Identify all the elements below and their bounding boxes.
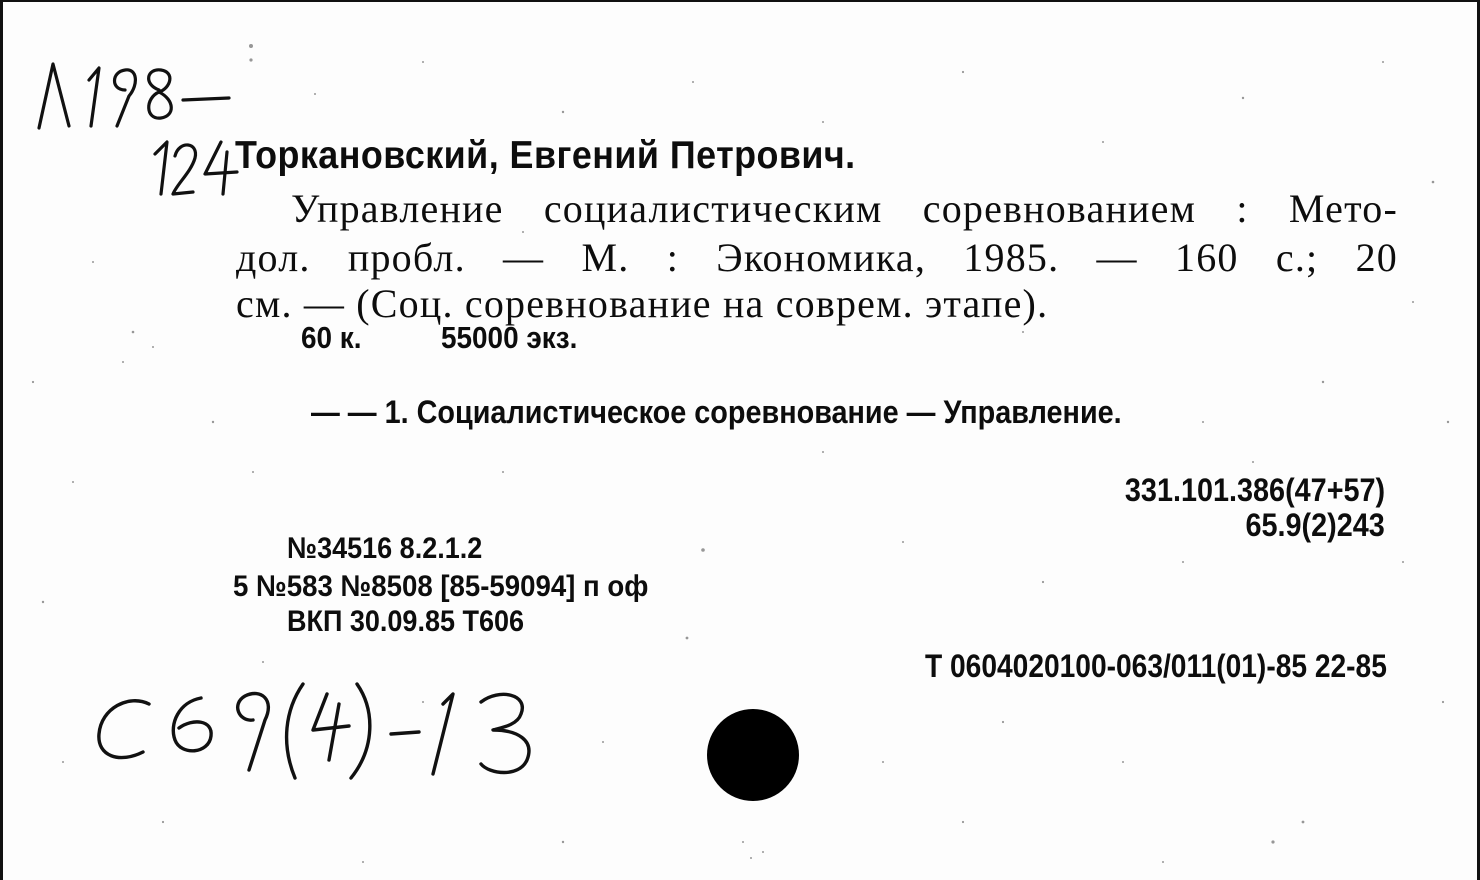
udc-code: 331.101.386(47+57) [1124,472,1385,508]
handwritten-accession-mark [29,50,249,140]
card-punch-hole [707,709,799,801]
subject-heading: — — 1. Социалистическое соревнование — Управление. [311,394,1122,430]
author-heading: Торкановский, Евгений Петрович. [235,134,856,177]
price: 60 к. [301,320,362,355]
service-line-3: ВКП 30.09.85 Т606 [287,605,525,638]
title-line-3: см. — (Соц. соревнование на соврем. этапе). [236,281,1049,326]
title-line-1: Управление социалистическим соревнованием : Мето- [291,186,1398,231]
service-line-2: 5 №583 №8508 [85-59094] п оф [233,570,649,603]
catalog-code: Т 0604020100-063/011(01)-85 22-85 [925,648,1387,684]
print-run: 55000 экз. [441,320,578,355]
service-line-1: №34516 8.2.1.2 [287,532,483,565]
handwritten-shelfmark [89,674,559,784]
bbk-code: 65.9(2)243 [1245,507,1385,543]
handwritten-card-number [147,132,247,202]
title-line-2: дол. пробл. — М. : Экономика, 1985. — 160 с.; 20 [236,235,1398,280]
